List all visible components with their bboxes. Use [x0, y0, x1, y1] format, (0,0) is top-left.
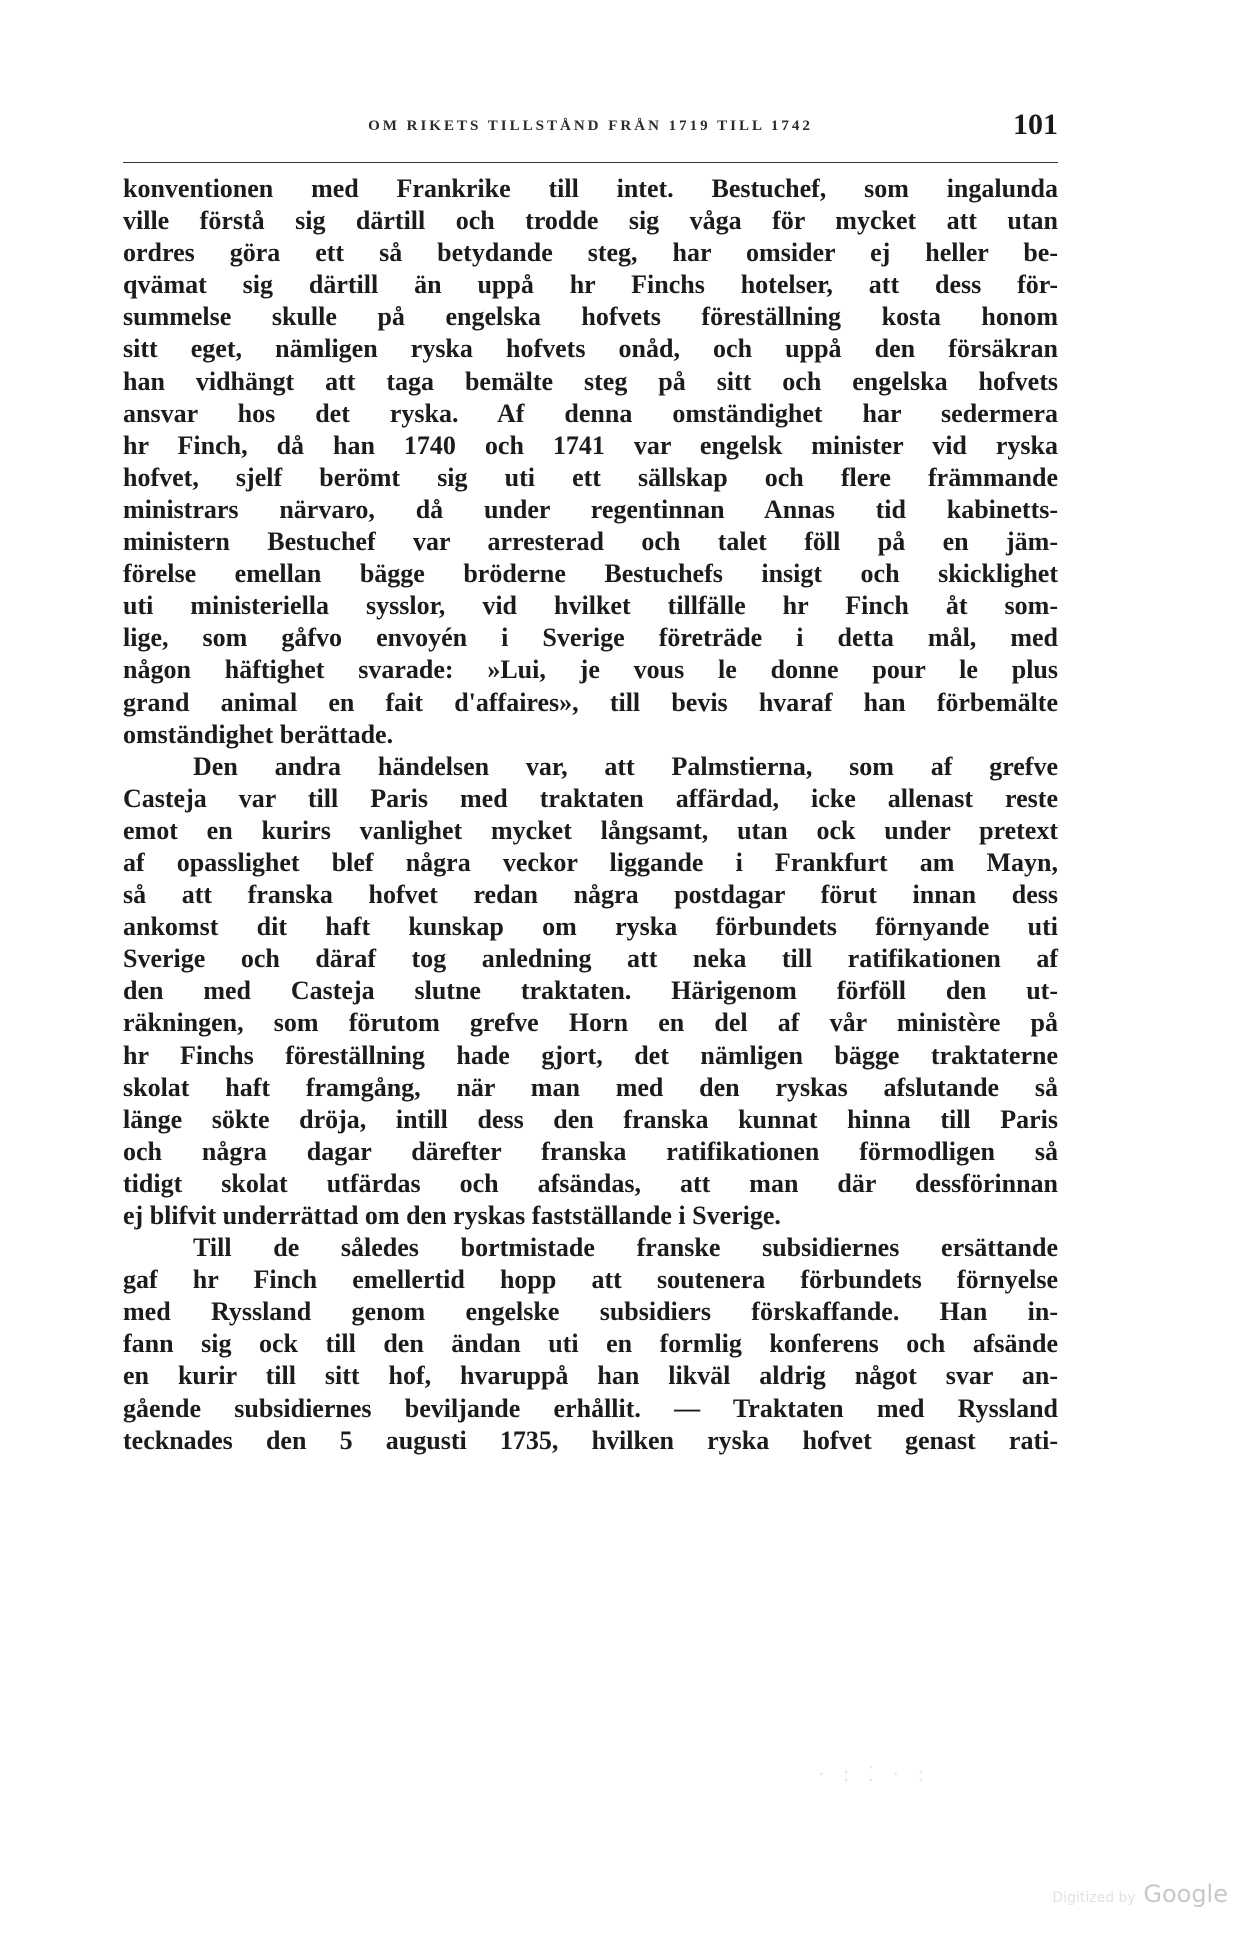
text-line: med Ryssland genom engelske subsidiers förskaffande. Han in-: [123, 1297, 1058, 1327]
running-head: [123, 108, 1058, 148]
digitized-watermark: [1052, 1880, 1228, 1908]
text-line: länge sökte dröja, intill dess den franska kunnat hinna till Paris: [123, 1104, 1058, 1134]
text-line: sitt eget, nämligen ryska hofvets onåd, och uppå den försäkran: [123, 334, 1058, 364]
page-number: 101: [1013, 108, 1058, 141]
text-line: qvämat sig därtill än uppå hr Finchs hotelser, att dess för-: [123, 270, 1058, 300]
body-text: [123, 173, 1058, 1457]
text-line: någon häftighet svarade: »Lui, je vous le donne pour le plus: [123, 655, 1058, 685]
text-line: emot en kurirs vanlighet mycket långsamt, utan ock under pretext: [123, 815, 1058, 845]
text-line: uti ministeriella sysslor, vid hvilket tillfälle hr Finch åt som-: [123, 591, 1058, 621]
text-line: hr Finchs föreställning hade gjort, det nämligen bägge traktaterne: [123, 1040, 1058, 1070]
text-line: summelse skulle på engelska hofvets föreställning kosta honom: [123, 302, 1058, 332]
text-line: han vidhängt att taga bemälte steg på sitt och engelska hofvets: [123, 366, 1058, 396]
text-line: Casteja var till Paris med traktaten affärdad, icke allenast reste: [123, 783, 1058, 813]
scan-smudge: · : ⁚ · :: [818, 1762, 930, 1786]
google-watermark: Google: [1143, 1880, 1228, 1908]
text-line: ministrars närvaro, då under regentinnan Annas tid kabinetts-: [123, 494, 1058, 524]
text-line: och några dagar därefter franska ratifikationen förmodligen så: [123, 1136, 1058, 1166]
text-line: en kurir till sitt hof, hvaruppå han likväl aldrig något svar an-: [123, 1361, 1058, 1391]
text-line: ordres göra ett så betydande steg, har omsider ej heller be-: [123, 238, 1058, 268]
digitized-prefix: Digitized by: [1052, 1890, 1136, 1906]
text-line: förelse emellan bägge bröderne Bestuchefs insigt och skicklighet: [123, 559, 1058, 589]
text-line: ankomst dit haft kunskap om ryska förbundets förnyande uti: [123, 912, 1058, 942]
running-title: OM RIKETS TILLSTÅND FRÅN 1719 TILL 1742: [368, 118, 813, 134]
text-line: hr Finch, då han 1740 och 1741 var engelsk minister vid ryska: [123, 430, 1058, 460]
text-line: räkningen, som förutom grefve Horn en del af vår ministère på: [123, 1008, 1058, 1038]
text-line: den med Casteja slutne traktaten. Härigenom förföll den ut-: [123, 976, 1058, 1006]
text-line: lige, som gåfvo envoyén i Sverige företräde i detta mål, med: [123, 623, 1058, 653]
text-line: ministern Bestuchef var arresterad och talet föll på en jäm-: [123, 527, 1058, 557]
text-line: ansvar hos det ryska. Af denna omständighet har sedermera: [123, 398, 1058, 428]
text-line: grand animal en fait d'affaires», till bevis hvaraf han förbemälte: [123, 687, 1058, 717]
text-line: tidigt skolat utfärdas och afsändas, att man där dessförinnan: [123, 1168, 1058, 1198]
text-line: fann sig ock till den ändan uti en formlig konferens och afsände: [123, 1329, 1058, 1359]
text-line: Sverige och däraf tog anledning att neka till ratifikationen af: [123, 944, 1058, 974]
text-line: omständighet berättade.: [123, 719, 394, 749]
text-line: hofvet, sjelf berömt sig uti ett sällskap och flere främmande: [123, 462, 1058, 492]
text-line: gaf hr Finch emellertid hopp att soutenera förbundets förnyelse: [123, 1265, 1058, 1295]
text-line: tecknades den 5 augusti 1735, hvilken ryska hofvet genast rati-: [123, 1425, 1058, 1455]
text-line: skolat haft framgång, när man med den ryskas afslutande så: [123, 1072, 1058, 1102]
header-rule: [123, 162, 1058, 163]
text-line: af opasslighet blef några veckor liggande i Frankfurt am Mayn,: [123, 847, 1058, 877]
text-line: gående subsidiernes beviljande erhållit. — Traktaten med Ryssland: [123, 1393, 1058, 1423]
text-line: Den andra händelsen var, att Palmstierna, som af grefve: [193, 751, 1058, 781]
text-line: Till de således bortmistade franske subsidiernes ersättande: [193, 1233, 1058, 1263]
text-line: konventionen med Frankrike till intet. Bestuchef, som ingalunda: [123, 174, 1058, 203]
text-line: ville förstå sig därtill och trodde sig våga för mycket att utan: [123, 206, 1058, 236]
text-line: ej blifvit underrättad om den ryskas fastställande i Sverige.: [123, 1201, 781, 1230]
text-line: så att franska hofvet redan några postdagar förut innan dess: [123, 880, 1058, 910]
